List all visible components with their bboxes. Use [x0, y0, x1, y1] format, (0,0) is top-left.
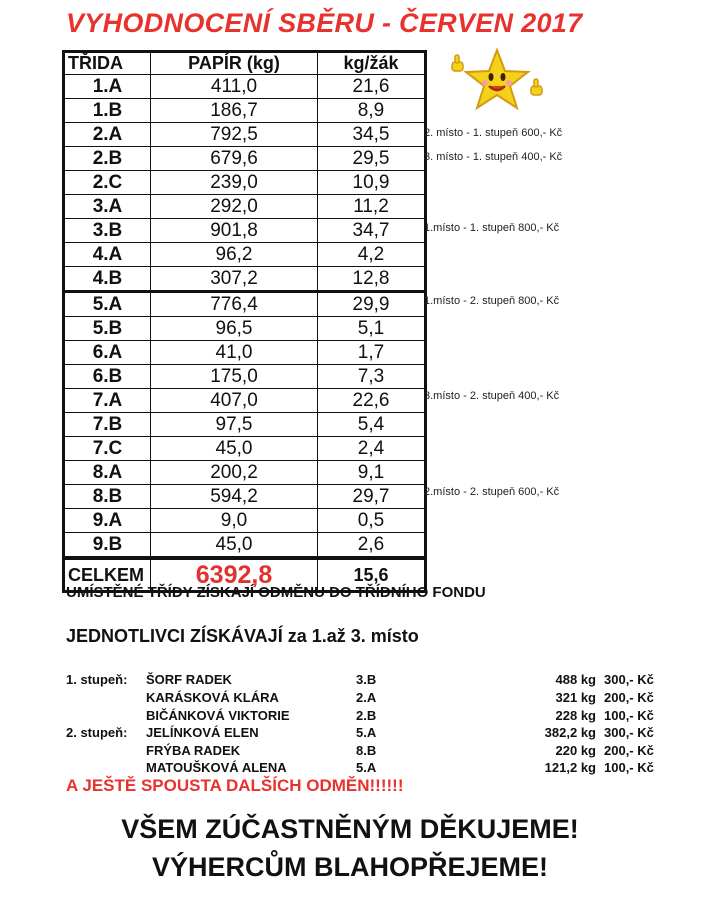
class-reward-text: UMÍSTĚNÉ TŘÍDY ZÍSKAJÍ ODMĚNU DO TŘÍDNÍHO FONDU — [66, 584, 486, 601]
row-paper: 41,0 — [151, 341, 318, 365]
table-row — [64, 99, 426, 123]
row-class: 9.A — [64, 509, 151, 533]
row-paper: 307,2 — [151, 267, 318, 292]
row-class: 2.C — [64, 171, 151, 195]
row-paper: 45,0 — [151, 533, 318, 559]
winner-kg: 321 kg — [555, 690, 596, 705]
row-class: 3.A — [64, 195, 151, 219]
row-paper: 186,7 — [151, 99, 318, 123]
row-per-pupil: 12,8 — [318, 267, 426, 292]
reward-note: 1.místo - 1. stupeň 800,- Kč — [424, 222, 560, 234]
winner-level: 2. stupeň: — [66, 725, 128, 740]
table-row — [64, 389, 426, 413]
winner-reward: 100,- Kč — [604, 708, 654, 723]
row-per-pupil: 8,9 — [318, 99, 426, 123]
row-paper: 96,2 — [151, 243, 318, 267]
row-paper: 200,2 — [151, 461, 318, 485]
row-paper: 594,2 — [151, 485, 318, 509]
row-paper: 411,0 — [151, 75, 318, 99]
winner-reward: 200,- Kč — [604, 743, 654, 758]
winner-reward: 300,- Kč — [604, 725, 654, 740]
table-row — [64, 147, 426, 171]
table-row — [64, 219, 426, 243]
row-paper: 679,6 — [151, 147, 318, 171]
row-per-pupil: 2,6 — [318, 533, 426, 559]
winner-class: 3.B — [356, 672, 377, 687]
header-paper: PAPÍR (kg) — [151, 52, 318, 75]
header-class: TŘIDA — [64, 52, 151, 75]
winner-reward: 300,- Kč — [604, 672, 654, 687]
row-class: 6.A — [64, 341, 151, 365]
table-row — [64, 509, 426, 533]
row-class: 2.A — [64, 123, 151, 147]
individuals-heading: JEDNOTLIVCI ZÍSKÁVAJÍ za 1.až 3. místo — [66, 626, 419, 646]
row-per-pupil: 9,1 — [318, 461, 426, 485]
table-row — [64, 461, 426, 485]
table-row — [64, 533, 426, 559]
row-paper: 292,0 — [151, 195, 318, 219]
row-paper: 9,0 — [151, 509, 318, 533]
row-class: 8.B — [64, 485, 151, 509]
table-row — [64, 341, 426, 365]
row-per-pupil: 2,4 — [318, 437, 426, 461]
row-class: 8.A — [64, 461, 151, 485]
table-row — [64, 267, 426, 292]
row-class: 4.A — [64, 243, 151, 267]
smiling-star-thumbs-up-icon — [448, 46, 546, 116]
total-per-pupil: 15,6 — [318, 558, 426, 592]
row-paper: 239,0 — [151, 171, 318, 195]
table-row — [64, 437, 426, 461]
winner-name: JELÍNKOVÁ ELEN — [146, 725, 259, 740]
row-per-pupil: 7,3 — [318, 365, 426, 389]
winner-reward: 100,- Kč — [604, 760, 654, 775]
row-class: 1.A — [64, 75, 151, 99]
table-row — [64, 413, 426, 437]
winner-name: BIČÁNKOVÁ VIKTORIE — [146, 708, 290, 723]
row-per-pupil: 1,7 — [318, 341, 426, 365]
table-row — [64, 292, 426, 317]
winner-class: 2.B — [356, 708, 377, 723]
row-paper: 792,5 — [151, 123, 318, 147]
row-per-pupil: 11,2 — [318, 195, 426, 219]
more-rewards-text: A JEŠTĚ SPOUSTA DALŠÍCH ODMĚN!!!!!! — [66, 776, 404, 795]
total-paper: 6392,8 — [151, 558, 318, 592]
row-per-pupil: 34,7 — [318, 219, 426, 243]
row-per-pupil: 10,9 — [318, 171, 426, 195]
winner-name: MATOUŠKOVÁ ALENA — [146, 760, 287, 775]
row-class: 4.B — [64, 267, 151, 292]
row-class: 7.C — [64, 437, 151, 461]
reward-note: 2. místo - 1. stupeň 600,- Kč — [424, 127, 563, 139]
winner-kg: 220 kg — [555, 743, 596, 758]
row-per-pupil: 29,7 — [318, 485, 426, 509]
row-per-pupil: 29,9 — [318, 292, 426, 317]
row-paper: 97,5 — [151, 413, 318, 437]
results-table — [62, 50, 427, 593]
winner-name: ŠORF RADEK — [146, 672, 232, 687]
reward-note: 3. místo - 1. stupeň 400,- Kč — [424, 151, 563, 163]
winner-kg: 488 kg — [555, 672, 596, 687]
reward-note: 2.místo - 2. stupeň 600,- Kč — [424, 486, 560, 498]
row-per-pupil: 4,2 — [318, 243, 426, 267]
row-class: 6.B — [64, 365, 151, 389]
row-per-pupil: 22,6 — [318, 389, 426, 413]
row-class: 5.A — [64, 292, 151, 317]
congrats-heading: VÝHERCŮM BLAHOPŘEJEME! — [151, 852, 549, 882]
table-row — [64, 123, 426, 147]
winner-class: 2.A — [356, 690, 377, 705]
thanks-heading: VŠEM ZÚČASTNĚNÝM DĚKUJEME! — [121, 814, 579, 844]
table-row — [64, 485, 426, 509]
winner-kg: 121,2 kg — [544, 760, 596, 775]
row-class: 2.B — [64, 147, 151, 171]
row-per-pupil: 29,5 — [318, 147, 426, 171]
row-paper: 45,0 — [151, 437, 318, 461]
row-per-pupil: 5,4 — [318, 413, 426, 437]
reward-note: 1.místo - 2. stupeň 800,- Kč — [424, 295, 560, 307]
table-row — [64, 171, 426, 195]
row-class: 9.B — [64, 533, 151, 559]
row-paper: 776,4 — [151, 292, 318, 317]
row-class: 7.A — [64, 389, 151, 413]
winner-class: 5.A — [356, 760, 377, 775]
table-header-row — [64, 52, 426, 75]
winner-kg: 382,2 kg — [544, 725, 596, 740]
winner-name: FRÝBA RADEK — [146, 743, 241, 758]
row-class: 1.B — [64, 99, 151, 123]
row-per-pupil: 5,1 — [318, 317, 426, 341]
total-label: CELKEM — [64, 558, 151, 592]
row-paper: 96,5 — [151, 317, 318, 341]
winner-class: 5.A — [356, 725, 377, 740]
row-per-pupil: 0,5 — [318, 509, 426, 533]
row-class: 5.B — [64, 317, 151, 341]
table-row — [64, 365, 426, 389]
page-title: VYHODNOCENÍ SBĚRU - ČERVEN 2017 — [66, 8, 583, 38]
row-per-pupil: 34,5 — [318, 123, 426, 147]
row-paper: 901,8 — [151, 219, 318, 243]
row-paper: 175,0 — [151, 365, 318, 389]
winner-kg: 228 kg — [555, 708, 596, 723]
winner-name: KARÁSKOVÁ KLÁRA — [146, 690, 279, 705]
reward-note: 3.místo - 2. stupeň 400,- Kč — [424, 390, 560, 402]
row-per-pupil: 21,6 — [318, 75, 426, 99]
header-per-pupil: kg/žák — [318, 52, 426, 75]
table-row — [64, 317, 426, 341]
winner-class: 8.B — [356, 743, 377, 758]
table-row — [64, 75, 426, 99]
winner-reward: 200,- Kč — [604, 690, 654, 705]
row-paper: 407,0 — [151, 389, 318, 413]
row-class: 3.B — [64, 219, 151, 243]
winner-level: 1. stupeň: — [66, 672, 128, 687]
row-class: 7.B — [64, 413, 151, 437]
table-row — [64, 243, 426, 267]
table-row — [64, 195, 426, 219]
